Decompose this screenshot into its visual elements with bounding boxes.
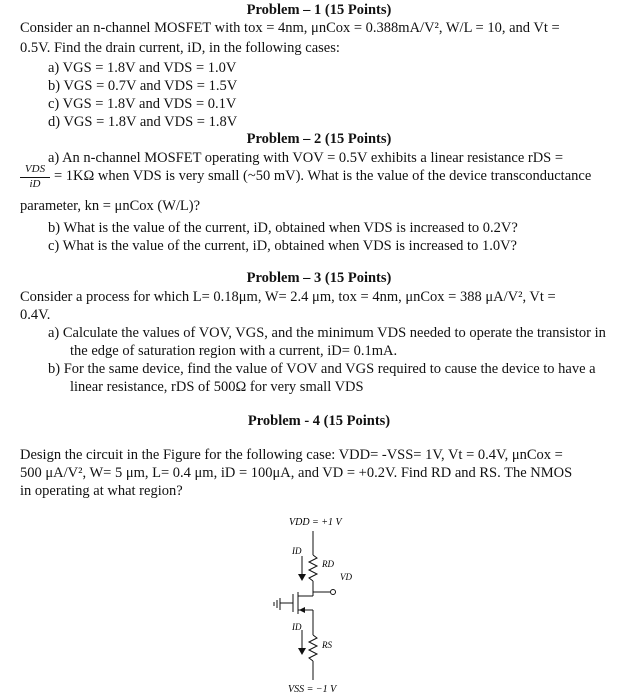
problem-1-case-c: c) VGS = 1.8V and VDS = 0.1V bbox=[48, 96, 237, 112]
vd-node bbox=[331, 590, 336, 595]
problem-3-statement-line-1: Consider a process for which L= 0.18μm, W= 2.4 μm, tox = 4nm, μnCox = 388 μA/V², Vt = bbox=[20, 289, 556, 305]
problem-1-case-d: d) VGS = 1.8V and VDS = 1.8V bbox=[48, 114, 238, 130]
vss-label: VSS = −1 V bbox=[288, 684, 337, 695]
problem-3-title: Problem – 3 (15 Points) bbox=[246, 270, 392, 286]
problem-2-part-c: c) What is the value of the current, iD, obtained when VDS is increased to 1.0V? bbox=[48, 238, 517, 254]
problem-1-title: Problem – 1 (15 Points) bbox=[246, 2, 392, 18]
id-bottom-arrow-head bbox=[298, 648, 306, 655]
rd-label: RD bbox=[322, 559, 334, 569]
rs-label: RS bbox=[322, 640, 332, 650]
problem-3-part-b-line-1: b) For the same device, find the value of VOV and VGS required to cause the device to have a bbox=[48, 361, 596, 377]
problem-2-part-a-line-2: = 1KΩ when VDS is very small (~50 mV). What is the value of the device transconductance bbox=[54, 168, 592, 184]
problem-2-part-a-line-1: a) An n-channel MOSFET operating with VOV = 0.5V exhibits a linear resistance rDS = bbox=[48, 150, 564, 166]
problem-3-part-a-line-2: the edge of saturation region with a current, iD= 0.1mA. bbox=[70, 343, 398, 359]
vd-label: VD bbox=[340, 572, 352, 582]
rs-resistor bbox=[309, 635, 317, 661]
id-bottom-label: ID bbox=[292, 622, 302, 632]
problem-3-part-b-line-2: linear resistance, rDS of 500Ω for very small VDS bbox=[70, 379, 364, 395]
id-top-arrow-head bbox=[298, 574, 306, 581]
problem-2-part-b: b) What is the value of the current, iD, obtained when VDS is increased to 0.2V? bbox=[48, 220, 518, 236]
problem-1-case-a: a) VGS = 1.8V and VDS = 1.0V bbox=[48, 60, 237, 76]
problem-2-part-a-line-3: parameter, kn = μnCox (W/L)? bbox=[20, 198, 201, 214]
rds-fraction-denominator: iD bbox=[29, 178, 41, 190]
problem-1-statement-line-1: Consider an n-channel MOSFET with tox = 4nm, μnCox = 0.388mA/V², W/L = 10, and Vt = bbox=[20, 20, 560, 36]
problem-2-title: Problem – 2 (15 Points) bbox=[246, 131, 392, 147]
problem-1-statement-line-2: 0.5V. Find the drain current, iD, in the following cases: bbox=[20, 40, 340, 56]
rd-resistor bbox=[309, 555, 317, 581]
problem-1-case-b: b) VGS = 0.7V and VDS = 1.5V bbox=[48, 78, 238, 94]
nmos-source-arrow-icon bbox=[299, 607, 305, 613]
problem-3-statement-line-2: 0.4V. bbox=[20, 307, 51, 323]
problem-3-part-a-line-1: a) Calculate the values of VOV, VGS, and the minimum VDS needed to operate the transistor in bbox=[48, 325, 606, 341]
problem-4-statement-line-3: in operating at what region? bbox=[20, 483, 183, 499]
vdd-label: VDD = +1 V bbox=[289, 517, 342, 528]
problem-4-statement-line-2: 500 μA/V², W= 5 μm, L= 0.4 μm, iD = 100μA, and VD = +0.2V. Find RD and RS. The NMOS bbox=[20, 465, 573, 481]
problem-4-title: Problem - 4 (15 Points) bbox=[247, 413, 391, 429]
id-top-label: ID bbox=[292, 546, 302, 556]
rds-fraction-numerator: VDS bbox=[24, 163, 46, 175]
problem-4-statement-line-1: Design the circuit in the Figure for the following case: VDD= -VSS= 1V, Vt = 0.4V, μnCox = bbox=[20, 447, 563, 463]
